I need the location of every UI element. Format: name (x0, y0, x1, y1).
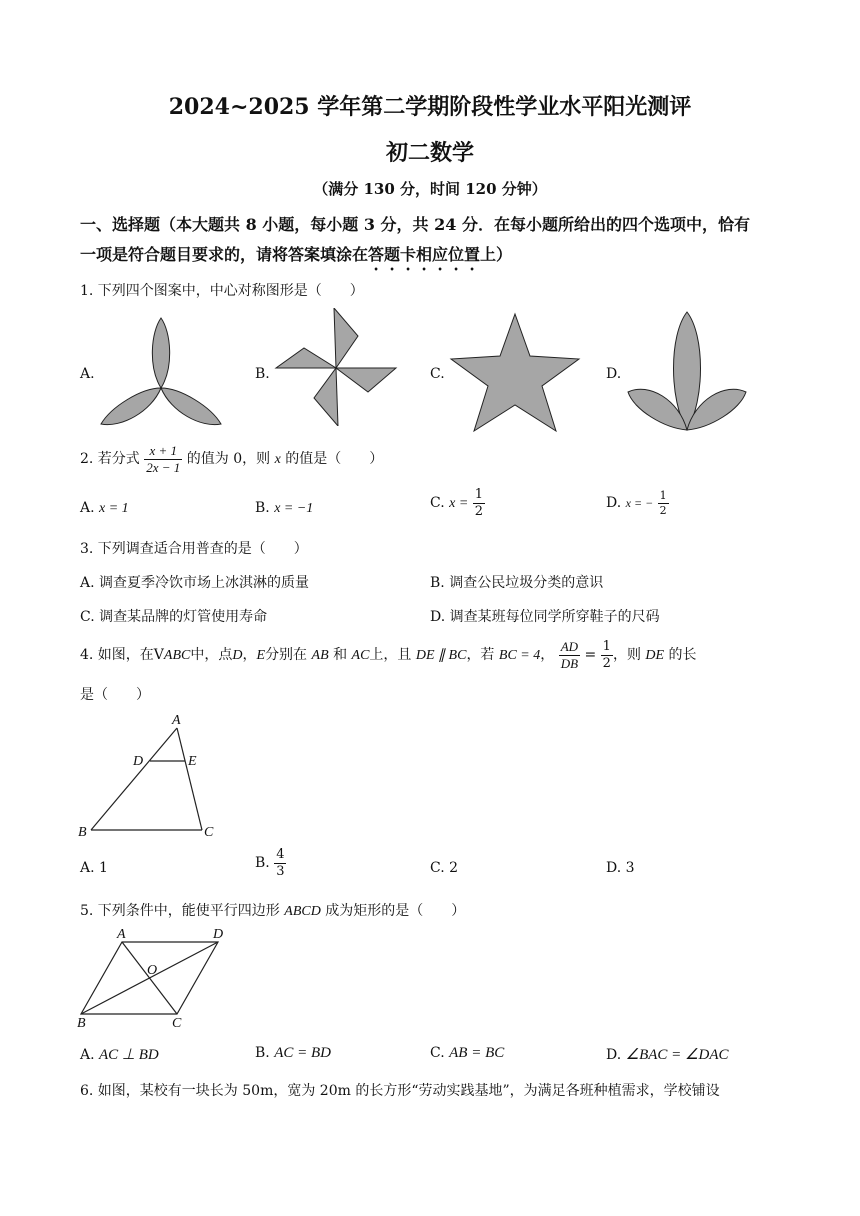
q2-option-d (606, 490, 669, 516)
q5-option-b-value: AC = BD (274, 1045, 331, 1061)
q5-label-a: A (117, 927, 126, 942)
q2-option-c-prefix: x = (449, 496, 469, 512)
q5-option-d-label: D. (606, 1047, 622, 1063)
q4-ratio-fraction (559, 640, 580, 670)
q5-option-a-label: A. (80, 1047, 95, 1063)
q3-option-a: A. 调查夏季冷饮市场上冰淇淋的质量 (80, 575, 310, 591)
q4-option-b-fraction (274, 848, 286, 878)
q2-option-c-denominator: 2 (474, 503, 484, 519)
q2-option-d-label: D. (606, 495, 622, 512)
exam-title: 2024~2025 学年第二学期阶段性学业水平阳光测评 (168, 94, 692, 120)
q4-segment-ab: AB (311, 648, 329, 664)
section-heading-end: 上） (480, 245, 513, 264)
q1-option-d-label: D. (606, 366, 622, 382)
q2-option-c (430, 488, 485, 518)
q5-option-c-value: AB = BC (449, 1045, 505, 1061)
q3-option-c: C. 调查某品牌的灯管使用寿命 (80, 609, 268, 625)
q1-option-c-label: C. (430, 366, 445, 382)
q2-option-d-numerator: 1 (659, 489, 667, 502)
q4-option-b (255, 848, 286, 878)
q5-option-a-value: AC ⊥ BD (99, 1047, 159, 1063)
q1-option-b-label: B. (255, 366, 270, 382)
q4-and: 和 (333, 647, 348, 664)
q4-point-d: D (232, 648, 243, 664)
q2-option-c-numerator: 1 (474, 487, 484, 502)
q5-option-d-value: ∠BAC = ∠DAC (625, 1047, 729, 1063)
q4-equals: = (584, 647, 597, 664)
q4-stem-text-7: ，则 (612, 647, 641, 664)
q2-stem (80, 444, 383, 474)
q4-label-e: E (188, 754, 197, 769)
q4-parallel: DE ∥ BC (415, 648, 467, 664)
q4-option-b-numerator: 4 (276, 847, 285, 862)
q4-stem-text-5: ，若 (466, 647, 495, 664)
q1-stem: 1. 下列四个图案中，中心对称图形是（ ） (80, 283, 364, 299)
q2-stem-variable: x (274, 452, 281, 468)
q1-figure-c-star (448, 312, 582, 434)
q5-stem-text-2: 成为矩形的是（ ） (325, 903, 466, 919)
q4-label-b: B (78, 825, 87, 840)
q4-stem-text: 4. 如图，在V (80, 647, 164, 664)
q2-stem-text: 2. 若分式 (80, 451, 140, 468)
section-heading-line2 (80, 242, 512, 274)
q3-stem: 3. 下列调查适合用普查的是（ ） (80, 541, 308, 557)
q1-figure-b-pinwheel (272, 308, 400, 426)
subject-title: 初二数学 (385, 140, 474, 166)
q2-option-a-value: x = 1 (99, 501, 129, 516)
q4-half-fraction (601, 640, 613, 670)
q4-comma: ， (242, 647, 257, 664)
q5-stem-text: 5. 下列条件中，能使平行四边形 (80, 903, 280, 919)
q4-stem-text-2: 中，点 (190, 647, 233, 664)
q2-fraction-numerator: x + 1 (144, 444, 182, 460)
q4-option-b-label: B. (255, 855, 270, 872)
q4-option-b-denominator: 3 (276, 863, 285, 879)
q2-option-a (80, 500, 129, 517)
q5-label-c: C (172, 1016, 182, 1030)
q4-stem-text-6: ， (540, 647, 555, 664)
q4-label-c: C (204, 825, 214, 840)
q2-option-a-label: A. (80, 500, 95, 516)
q4-half-numerator: 1 (602, 639, 611, 654)
q4-ratio-denominator: DB (560, 655, 579, 671)
q5-option-b-label: B. (255, 1045, 270, 1061)
q1-figure-d-leaves (624, 310, 754, 434)
q5-option-b (255, 1045, 331, 1062)
q4-triangle-name: ABC (163, 648, 191, 664)
q5-stem (80, 900, 465, 920)
q4-stem-line2: 是（ ） (80, 687, 150, 703)
q4-segment-de: DE (645, 648, 665, 664)
section-heading-text: 一项是符合题目要求的，请将答案填涂在 (80, 245, 369, 264)
q2-fraction-denominator: 2x − 1 (146, 459, 181, 475)
q2-option-c-label: C. (430, 495, 445, 512)
q4-label-d: D (133, 754, 144, 769)
q1-option-a-label: A. (80, 366, 95, 382)
q6-stem: 6. 如图，某校有一块长为 50m，宽为 20m 的长方形“劳动实践基地”，为满足各班种植需求，学校铺设 (80, 1083, 720, 1099)
section-heading-emphasis: 答题卡相应位置 (368, 245, 481, 264)
q4-ratio-numerator: AD (560, 639, 579, 654)
q4-label-a: A (172, 713, 181, 728)
q2-option-b-value: x = −1 (274, 501, 314, 516)
q1-figure-a-three-petals (96, 312, 226, 432)
q3-option-b: B. 调查公民垃圾分类的意识 (430, 575, 604, 591)
q4-stem-text-3: 分别在 (265, 647, 308, 664)
q2-option-c-fraction (473, 488, 485, 518)
q3-option-d: D. 调查某班每位同学所穿鞋子的尺码 (430, 609, 660, 625)
q4-segment-ac: AC (351, 648, 370, 664)
section-heading-line1: 一、选择题（本大题共 8 小题，每小题 3 分，共 24 分．在每小题所给出的四个选项中，恰有 (80, 215, 750, 234)
q4-stem (80, 640, 697, 670)
q5-option-c-label: C. (430, 1045, 445, 1061)
q4-stem-text-4: 上，且 (369, 647, 412, 664)
q5-option-c (430, 1045, 504, 1062)
q4-bc-equation: BC = 4 (498, 648, 541, 664)
q4-point-e: E (256, 648, 266, 664)
exam-note: （满分 130 分，时间 120 分钟） (313, 180, 547, 198)
q2-option-d-denominator: 2 (659, 503, 667, 517)
q4-triangle-figure (74, 710, 224, 842)
q5-label-d: D (213, 927, 224, 942)
q5-label-o: O (147, 963, 158, 978)
q5-label-b: B (77, 1016, 86, 1030)
q5-option-a (80, 1045, 159, 1064)
q4-option-d: D. 3 (606, 860, 635, 876)
q2-stem-text-3: 的值是（ ） (285, 451, 384, 468)
q4-half-denominator: 2 (602, 655, 611, 671)
q2-option-b (255, 500, 313, 517)
q2-option-b-label: B. (255, 500, 270, 516)
q4-option-a: A. 1 (80, 860, 108, 876)
q4-stem-text-8: 的长 (668, 647, 697, 664)
q2-fraction (144, 444, 182, 474)
q2-option-d-fraction (658, 490, 669, 516)
q2-stem-text-2: 的值为 0，则 (186, 451, 271, 468)
q2-option-d-prefix: x = − (625, 496, 654, 511)
q5-parallelogram-figure (74, 926, 246, 1030)
q5-parallelogram-name: ABCD (284, 904, 321, 919)
q4-option-c: C. 2 (430, 860, 459, 876)
q5-option-d (606, 1045, 729, 1064)
